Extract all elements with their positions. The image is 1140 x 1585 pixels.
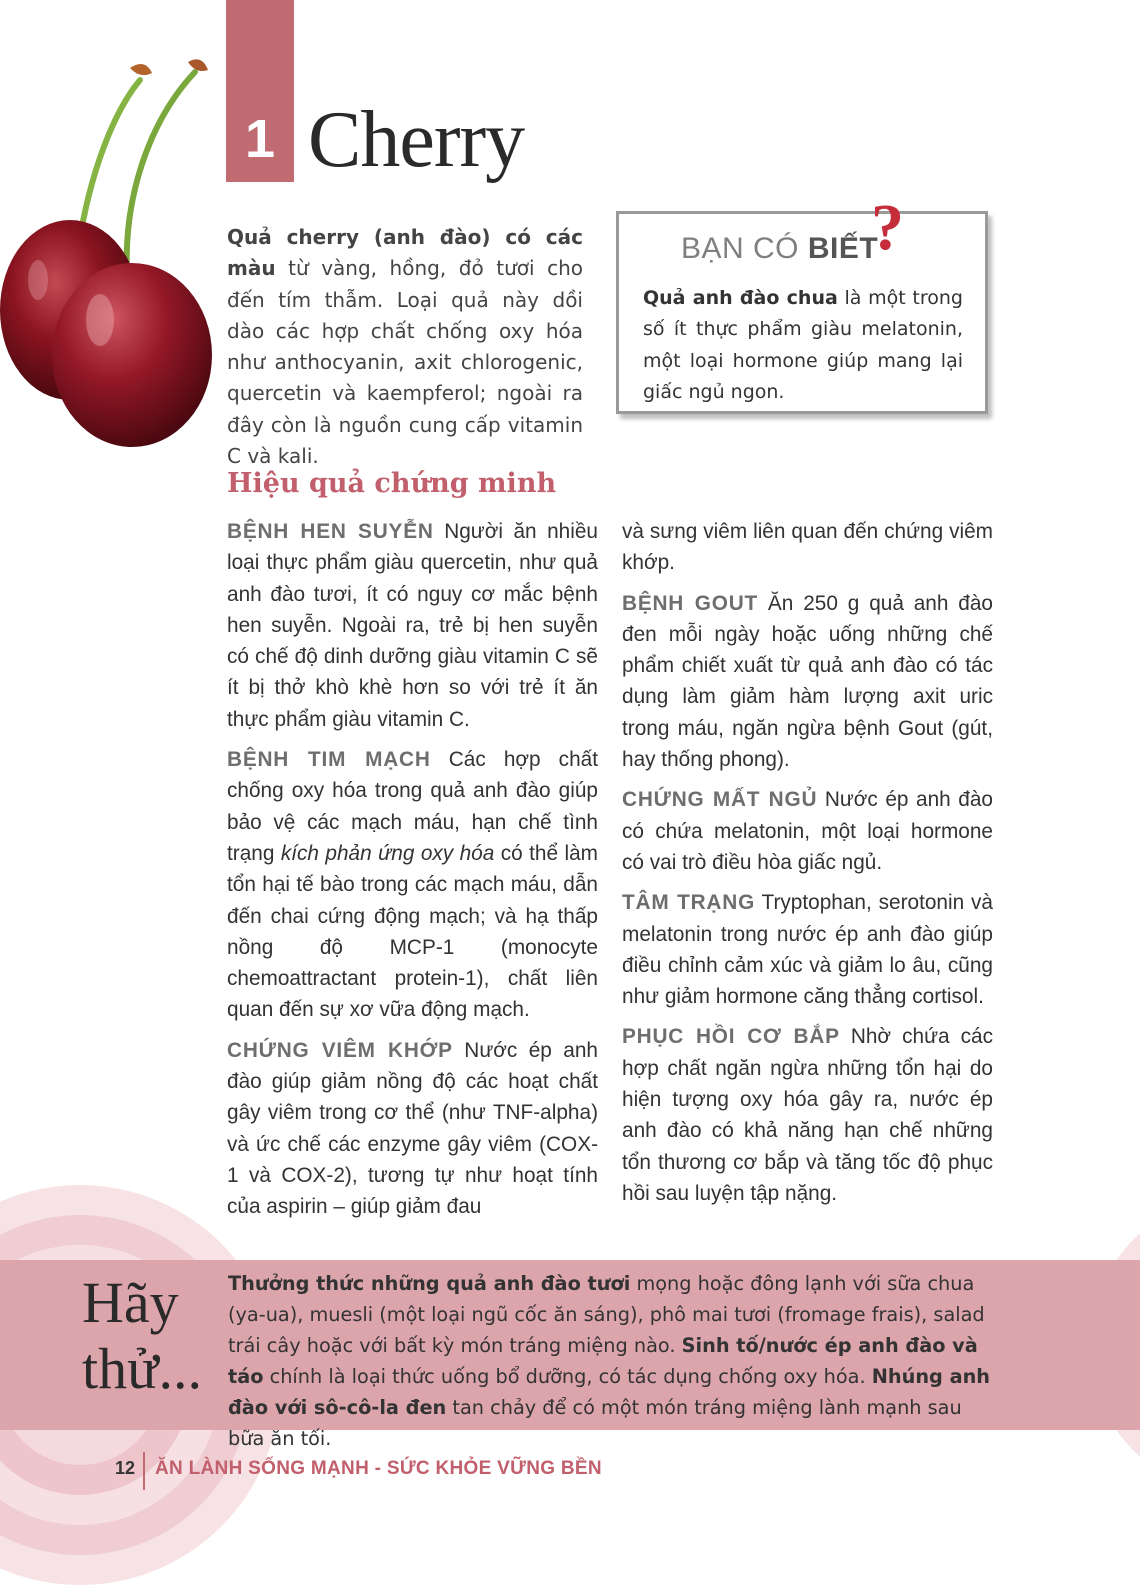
benefit-arthritis-continued (622, 516, 993, 579)
benefit-text: có thể làm tổn hại tế bào trong các mạch máu, dẫn đến chai cứng động mạch; và hạ thấp nồng độ MCP-1 (monocyte chemoattractant protein-1), chất liên quan đến sự xơ vữa động mạch. (227, 841, 598, 1022)
page-title: Cherry (308, 96, 525, 184)
section-heading: Hiệu quả chứng minh (227, 468, 557, 499)
did-you-know-text: là một trong số ít thực phẩm giàu melatonin, một loại hormone giúp mang lại giấc ngủ ngon. (643, 287, 963, 403)
benefit-gout (622, 588, 993, 776)
intro-lead: Quả cherry (anh đào) có các màu (227, 225, 583, 281)
intro-paragraph (227, 222, 583, 472)
benefit-muscle (622, 1021, 993, 1209)
did-you-know-title-part2: BIẾT (807, 232, 879, 265)
try-it-heading-line1: Hãy (82, 1270, 179, 1335)
benefit-text: Các hợp chất chống oxy hóa trong quả anh đào giúp bảo vệ các mạch máu, hạn chế tình trạng (227, 748, 598, 865)
try-it-span: chính là loại thức uống bổ dưỡng, có tác dụng chống oxy hóa. (263, 1365, 872, 1388)
try-it-span: mọng hoặc đông lạnh với sữa chua (ya-ua), muesli (một loại ngũ cốc ăn sáng), phô mai tươi (fromage frais), salad trái cây hoặc với bất kỳ món tráng miệng nào. (228, 1272, 985, 1357)
benefit-text: Nước ép anh đào giúp giảm nồng độ các hoạt chất gây viêm trong cơ thể (như TNF-alpha) và ức chế các enzyme gây viêm (COX-1 và COX-2), tương tự như hoạt tính của aspirin – giúp giảm đau (227, 1038, 598, 1219)
benefit-text: Người ăn nhiều loại thực phẩm giàu quercetin, như quả anh đào tươi, ít có nguy cơ mắc bệnh hen suyễn. Ngoài ra, trẻ bị hen suyễn có chế độ dinh dưỡng giàu vitamin C sẽ ít bị thở khò khè hơn so với trẻ ít ăn thực phẩm giàu vitamin C. (227, 520, 598, 731)
benefit-text: Ăn 250 g quả anh đào đen mỗi ngày hoặc uống những chế phẩm chiết xuất từ quả anh đào có tác dụng làm giảm hàm lượng axit uric trong máu, ngăn ngừa bệnh Gout (gút, hay thống phong). (622, 591, 993, 772)
benefit-label: TÂM TRẠNG (622, 891, 756, 915)
benefit-label: PHỤC HỒI CƠ BẮP (622, 1025, 840, 1049)
did-you-know-lead: Quả anh đào chua (643, 287, 838, 309)
benefit-insomnia (622, 784, 993, 878)
benefit-mood (622, 887, 993, 1012)
try-it-heading (82, 1270, 202, 1402)
benefit-label: BỆNH GOUT (622, 591, 759, 615)
did-you-know-title (681, 232, 878, 266)
page-number: 12 (115, 1458, 136, 1478)
try-it-text (228, 1268, 994, 1454)
benefit-text: Nhờ chứa các hợp chất ngăn ngừa những tổn hại do hiện tượng oxy hóa gây ra, nước ép anh đào có khả năng hạn chế những tổn thương cơ bắp và tăng tốc độ phục hồi sau luyện tập nặng. (622, 1025, 993, 1205)
try-it-heading-line2: thử... (82, 1336, 203, 1401)
running-footer-title: ĂN LÀNH SỐNG MẠNH - SỨC KHỎE VỮNG BỀN (155, 1458, 602, 1479)
did-you-know-box (616, 191, 988, 414)
cherry-illustration (0, 50, 230, 450)
benefit-italic-term: kích phản ứng oxy hóa (280, 841, 495, 865)
intro-text: từ vàng, hồng, đỏ tươi cho đến tím thẫm. Loại quả này dồi dào các hợp chất chống oxy hóa như anthocyanin, axit chlorogenic, quercetin và kaempferol; ngoài ra đây còn là nguồn cung cấp vitamin C và kali. (227, 256, 583, 469)
benefits-column-left (227, 516, 598, 1232)
did-you-know-body (643, 283, 963, 408)
try-it-bold: Thưởng thức những quả anh đào tươi (228, 1272, 631, 1295)
footer-divider (143, 1452, 145, 1490)
benefit-text: Nước ép anh đào có chứa melatonin, một loại hormone có vai trò điều hòa giấc ngủ. (622, 788, 993, 874)
benefit-text: Tryptophan, serotonin và melatonin trong nước ép anh đào giúp điều chỉnh cảm xúc và giảm lo âu, cũng như giảm hormone căng thẳng cortisol. (622, 891, 993, 1009)
try-it-bold: Nhúng anh đào với sô-cô-la đen (228, 1365, 991, 1419)
benefit-text: và sưng viêm liên quan đến chứng viêm khớp. (622, 520, 993, 575)
benefits-column-right (622, 516, 993, 1218)
try-it-bold: Sinh tố/nước ép anh đào và táo (228, 1334, 978, 1388)
try-it-span: tan chảy để có một món tráng miệng lành mạnh sau bữa ăn tối. (228, 1396, 962, 1450)
benefit-asthma (227, 516, 598, 735)
did-you-know-title-part1: BẠN CÓ (681, 232, 808, 265)
benefit-label: CHỨNG VIÊM KHỚP (227, 1038, 453, 1062)
benefit-label: CHỨNG MẤT NGỦ (622, 788, 818, 812)
benefit-label: BỆNH HEN SUYỄN (227, 520, 434, 543)
benefit-label: BỆNH TIM MẠCH (227, 748, 431, 772)
benefit-heart (227, 744, 598, 1026)
benefit-arthritis (227, 1035, 598, 1223)
question-mark-icon: ? (871, 191, 904, 264)
chapter-number: 1 (244, 109, 276, 169)
